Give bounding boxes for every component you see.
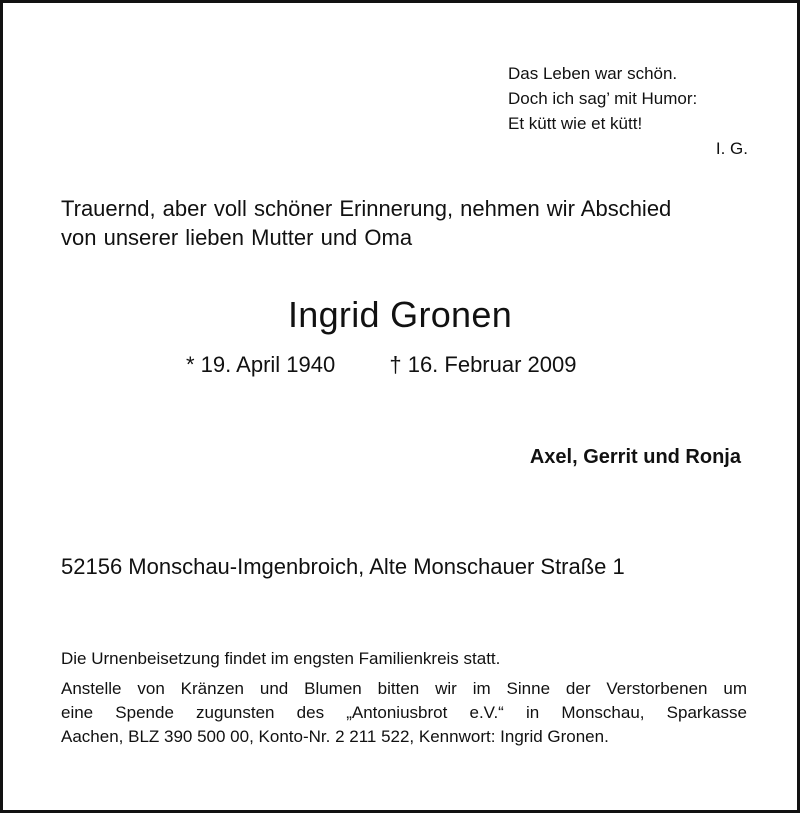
deceased-name: Ingrid Gronen xyxy=(287,294,513,335)
donation-line-3: Aachen, BLZ 390 500 00, Konto-Nr. 2 211 522, Kennwort: Ingrid Gronen. xyxy=(61,727,609,746)
address: 52156 Monschau-Imgenbroich, Alte Monschauer Straße 1 xyxy=(61,554,625,579)
poem-signature: I. G. xyxy=(715,139,748,158)
intro-text xyxy=(61,194,761,252)
poem-line-3: Et kütt wie et kütt! xyxy=(508,114,643,133)
burial-note: Die Urnenbeisetzung findet im engsten Familienkreis statt. xyxy=(61,649,501,668)
donation-line-1: Anstelle von Kränzen und Blumen bitten wir im Sinne der Verstorbenen um xyxy=(61,679,747,698)
birth-date: * 19. April 1940 xyxy=(186,352,336,377)
death-date: † 16. Februar 2009 xyxy=(389,352,577,377)
family-signature: Axel, Gerrit und Ronja xyxy=(529,446,741,468)
footer-notes xyxy=(61,647,747,749)
poem-block xyxy=(508,61,748,161)
life-dates xyxy=(186,350,577,380)
donation-line-2: eine Spende zugunsten des „Antoniusbrot e.V.“ in Monschau, Sparkasse xyxy=(61,703,747,722)
poem-line-1: Das Leben war schön. xyxy=(508,64,678,83)
intro-line-2: von unserer lieben Mutter und Oma xyxy=(61,225,413,250)
intro-line-1: Trauernd, aber voll schöner Erinnerung, nehmen wir Abschied xyxy=(61,196,672,221)
poem-line-2: Doch ich sag’ mit Humor: xyxy=(508,89,698,108)
